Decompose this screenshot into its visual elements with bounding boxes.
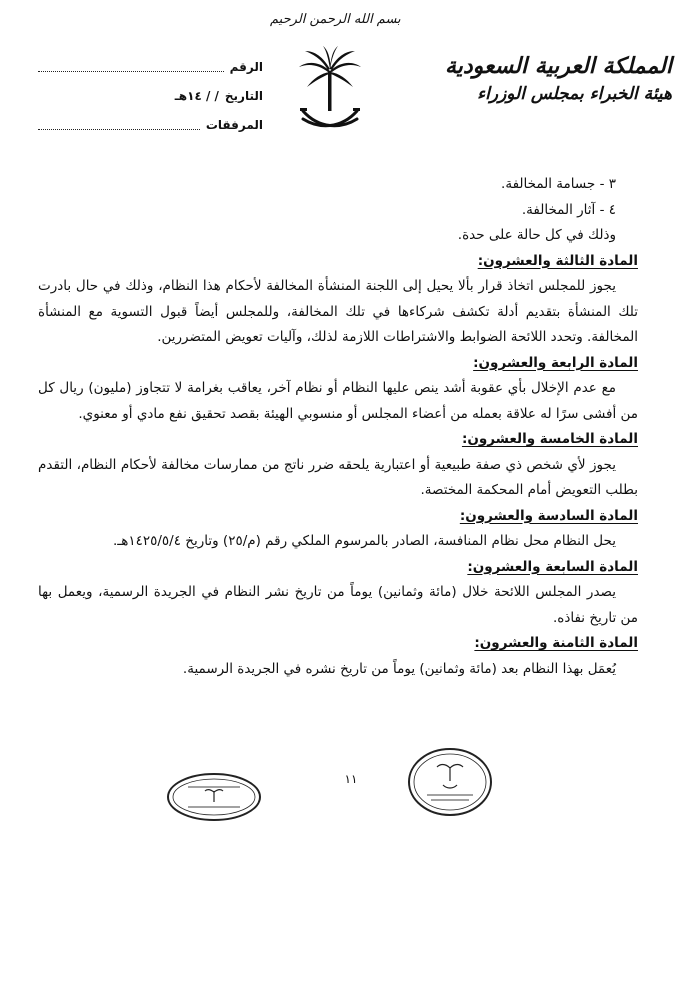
authority-name: هيئة الخبراء بمجلس الوزراء <box>477 84 672 104</box>
list-item-4: ٤ - آثار المخالفة. <box>521 201 616 218</box>
ref-value-line <box>38 61 224 72</box>
document-meta <box>38 52 263 139</box>
date-label: التاريخ <box>224 88 263 103</box>
article-27-heading: المادة السابعة والعشرون: <box>467 558 638 575</box>
article-24-heading: المادة الرابعة والعشرون: <box>473 354 638 371</box>
article-26-text: يحل النظام محل نظام المنافسة، الصادر بالمرسوم الملكي رقم (م/٢٥) وتاريخ ١٤٢٥/٥/٤هـ. <box>112 533 616 549</box>
article-24-text: مع عدم الإخلال بأي عقوبة أشد ينص عليها النظام أو نظام آخر، يعاقب بغرامة لا تتجاوز (مليون) ريال كل من أفشى سرًا له علاقة بعمله من أعضاء المجلس أو منسوبي الهيئة بقصد تحقيق نفع مادي أو معنوي. <box>38 380 638 422</box>
date-value: / / ١٤هـ <box>174 88 219 103</box>
page-number: ١١ <box>344 772 358 786</box>
article-27-text: يصدر المجلس اللائحة خلال (مائة وثمانين) يوماً من تاريخ نشر النظام في الجريدة الرسمية، ويعمل بها من تاريخ نفاذه. <box>38 584 638 626</box>
secretariat-stamp <box>166 772 262 822</box>
organization-header <box>422 52 672 108</box>
note-text: وذلك في كل حالة على حدة. <box>457 227 616 243</box>
article-28-heading: المادة الثامنة والعشرون: <box>474 635 638 651</box>
article-25-text: يجوز لأي شخص ذي صفة طبيعية أو اعتبارية يلحقه ضرر ناتج من ممارسات مخالفة لأحكام النظام، التقدم بطلب التعويض أمام المحكمة المختصة. <box>38 456 638 498</box>
document-body <box>38 172 638 682</box>
list-item-3: ٣ - جسامة المخالفة. <box>501 176 616 192</box>
article-23-text: يجوز للمجلس اتخاذ قرار بألا يحيل إلى اللجنة المنشأة المخالفة لأحكام هذا النظام، وذلك في حال بادرت تلك المنشأة بتقديم أدلة تكشف شركاءها في تلك المخالفة، وللمجلس أيضاً قبول التسوية مع المنشأة المخالفة. وتحدد اللائحة الضوابط والاشتراطات اللازمة لذلك، وآليات تعويض المتضررين. <box>38 278 638 345</box>
attachments-value-line <box>38 119 200 130</box>
saudi-emblem-icon <box>295 45 365 135</box>
date-row <box>38 81 263 110</box>
ref-row <box>38 52 263 81</box>
authority-stamp <box>407 747 493 817</box>
basmala: بسم الله الرحمن الرحيم <box>270 12 401 27</box>
article-26-heading: المادة السادسة والعشرون: <box>459 507 638 524</box>
attachments-label: المرفقات <box>205 117 263 132</box>
article-23-heading: المادة الثالثة والعشرون: <box>477 252 638 269</box>
ref-label: الرقم <box>229 59 263 74</box>
kingdom-name: المملكة العربية السعودية <box>444 53 672 79</box>
article-28-text: يُعمَل بهذا النظام بعد (مائة وثمانين) يوماً من تاريخ نشره في الجريدة الرسمية. <box>182 660 616 677</box>
article-25-heading: المادة الخامسة والعشرون: <box>461 431 638 447</box>
attachments-row <box>38 110 263 139</box>
